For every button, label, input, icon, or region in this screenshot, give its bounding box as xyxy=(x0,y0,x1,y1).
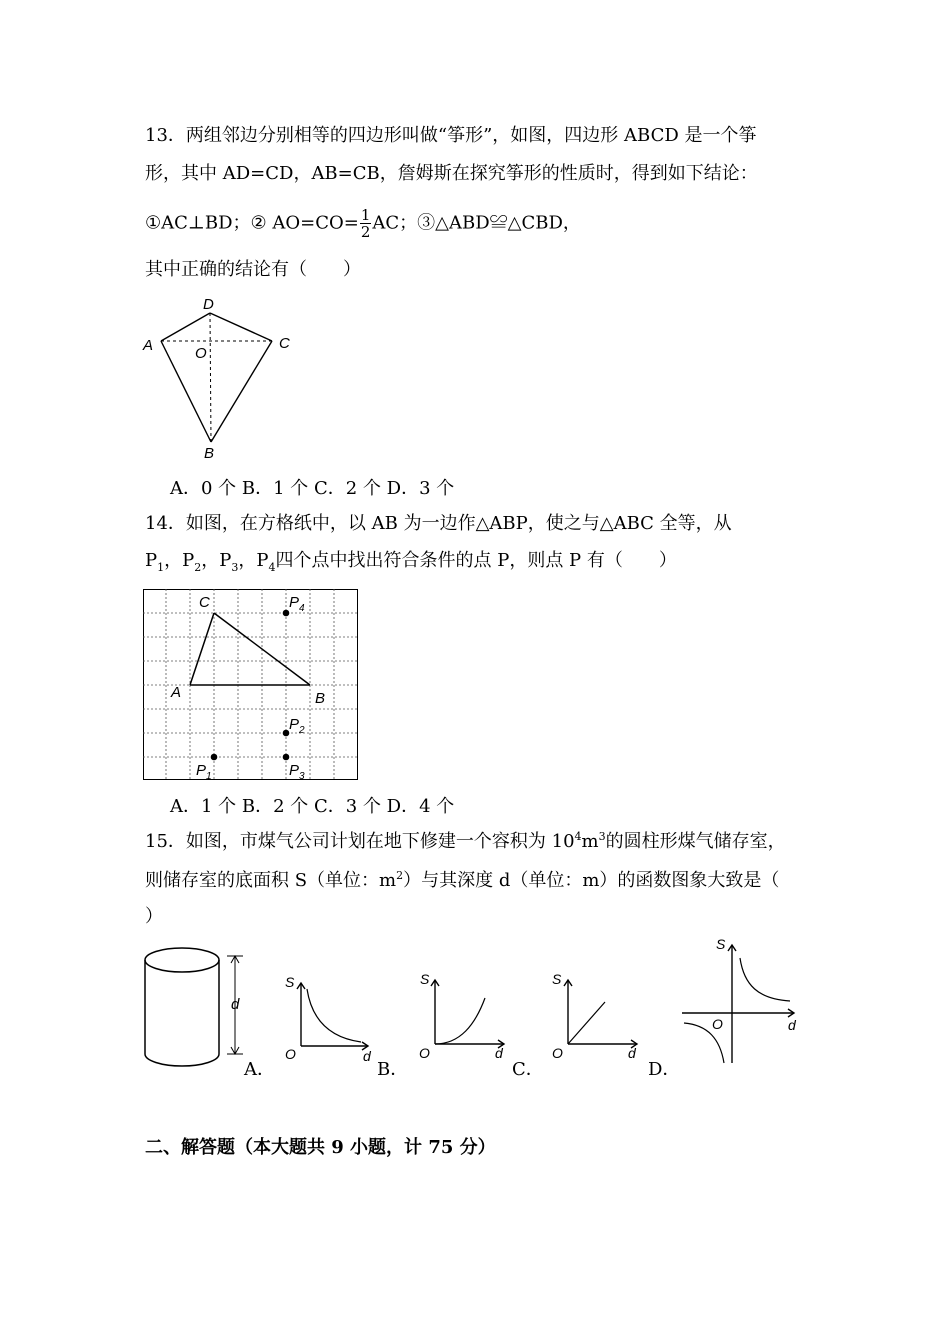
p2-subscript: 2 xyxy=(194,561,202,574)
cylinder-top xyxy=(145,948,219,972)
kite-label-b: B xyxy=(204,445,215,462)
choice-a-label: A． xyxy=(244,1059,275,1080)
q14-options: A．1 个 B．2 个 C．3 个 D．4 个 xyxy=(170,796,455,817)
q15-line-1-a: 15．如图，市煤气公司计划在地下修建一个容积为 10 xyxy=(145,831,575,852)
graph-c-label-d: d xyxy=(628,1045,636,1061)
graph-c-label-s: S xyxy=(552,971,562,987)
point-p1 xyxy=(211,754,218,761)
grid-label-p4: $P_4$ xyxy=(289,594,305,614)
graph-b-label-o: O xyxy=(419,1045,430,1061)
exponent-3: 3 xyxy=(598,830,606,843)
q15-line-2 xyxy=(145,869,779,895)
graph-d xyxy=(678,935,808,1070)
graph-a-label-s: S xyxy=(285,974,295,990)
graph-a-label-d: d xyxy=(363,1048,371,1064)
grid-label-c: C xyxy=(199,594,210,611)
q13-conclusions-part1: ①AC⊥BD；② AO=CO= xyxy=(145,212,359,234)
segment-ad xyxy=(161,313,210,341)
q15-line-2-b: ）与其深度 d（单位：m）的函数图象大致是（ xyxy=(403,870,780,891)
triangle-abc xyxy=(190,613,310,685)
graph-d-label-o: O xyxy=(712,1016,723,1032)
q13-conclusions-part2: AC；③△ABD≌△CBD， xyxy=(372,212,581,234)
p3-text: ，P xyxy=(201,550,232,571)
cylinder-label-d: d xyxy=(231,996,240,1013)
exponent-2: 2 xyxy=(396,869,404,882)
point-p3 xyxy=(283,754,290,761)
kite-label-d: D xyxy=(203,296,214,313)
kite-outline xyxy=(161,313,272,442)
fraction-denominator: 2 xyxy=(360,223,371,241)
q13-line-4: 其中正确的结论有（ ） xyxy=(145,259,361,280)
unit-m: m xyxy=(581,831,599,852)
grid-label-p2: $P_2$ xyxy=(289,716,305,736)
grid-label-b: B xyxy=(315,690,326,707)
choice-c-label: C． xyxy=(512,1059,544,1080)
grid-label-p3: $P_3$ xyxy=(289,762,305,782)
graph-c-label-o: O xyxy=(552,1045,563,1061)
q14-line-1: 14．如图，在方格纸中，以 AB 为一边作△ABP，使之与△ABC 全等，从 xyxy=(145,513,732,534)
q15-line-2-a: 则储存室的底面积 S（单位：m xyxy=(145,870,397,891)
graph-b-curve xyxy=(435,998,485,1044)
q15-line-1 xyxy=(145,830,786,856)
grid-figure xyxy=(143,589,359,781)
kite-figure xyxy=(140,295,310,465)
q13-options: A．0 个 B．1 个 C．2 个 D．3 个 xyxy=(170,478,455,499)
q15-line-1-c: 的圆柱形煤气储存室， xyxy=(605,831,786,852)
p1-subscript: 1 xyxy=(157,561,165,574)
graph-b-label-s: S xyxy=(420,971,430,987)
section-2-heading: 二、解答题（本大题共 9 小题，计 75 分） xyxy=(145,1137,496,1158)
p3-subscript: 3 xyxy=(231,561,239,574)
graph-b xyxy=(405,970,510,1060)
kite-label-o: O xyxy=(195,345,207,362)
p2-text: ，P xyxy=(164,550,195,571)
choice-b-label: B． xyxy=(377,1059,409,1080)
q13-line-1: 13．两组邻边分别相等的四边形叫做“筝形”，如图，四边形 ABCD 是一个筝 xyxy=(145,125,757,146)
graph-c xyxy=(540,970,645,1060)
q13-line-2: 形，其中 AD=CD，AB=CB，詹姆斯在探究筝形的性质时，得到如下结论： xyxy=(145,163,758,184)
graph-a-label-o: O xyxy=(285,1046,296,1062)
q14-line-2-rest: 四个点中找出符合条件的点 P，则点 P 有（ ） xyxy=(275,550,677,571)
p1-text: P xyxy=(145,550,158,571)
cylinder-figure xyxy=(143,943,248,1068)
graph-d-label-d: d xyxy=(788,1017,796,1033)
q14-line-2 xyxy=(145,549,677,575)
segment-cb xyxy=(211,341,272,442)
diagonal-bd xyxy=(210,313,211,442)
exponent-4: 4 xyxy=(574,830,582,843)
one-half-fraction xyxy=(360,207,372,240)
fraction-numerator: 1 xyxy=(360,206,371,224)
segment-ac xyxy=(190,613,214,685)
graph-a-curve xyxy=(307,989,361,1042)
graph-d-curve-positive xyxy=(740,958,790,1001)
cylinder-bottom xyxy=(145,1054,219,1066)
p4-text: ，P xyxy=(238,550,269,571)
kite-label-c: C xyxy=(279,335,290,352)
grid-label-a: A xyxy=(171,684,182,701)
graph-b-label-d: d xyxy=(495,1045,503,1061)
graph-d-label-s: S xyxy=(716,936,726,952)
q15-line-3: ） xyxy=(145,906,163,927)
grid-label-p1: $P_1$ xyxy=(196,762,212,782)
kite-label-a: A xyxy=(143,337,154,354)
p4-subscript: 4 xyxy=(268,561,276,574)
graph-c-line xyxy=(568,1002,605,1044)
q13-conclusions xyxy=(145,207,581,240)
choice-d-label: D． xyxy=(648,1059,681,1080)
graph-a xyxy=(275,975,375,1065)
segment-dc xyxy=(210,313,272,341)
